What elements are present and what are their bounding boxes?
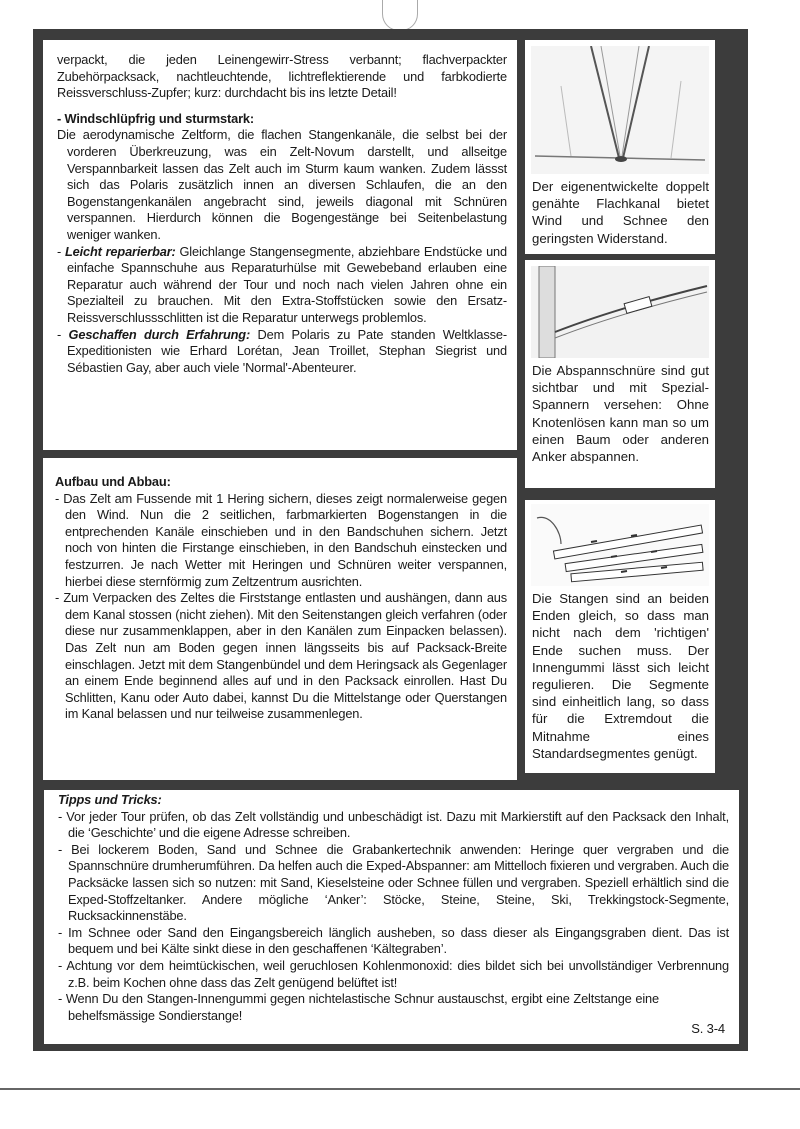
heading-windschluepfrig: - Windschlüpfrig und sturmstark: [57,110,254,126]
paragraph-windschluepfrig: Die aerodynamische Zeltform, die flachen Stangenkanäle, die selbst bei der vorderen Überkreuzung, was ein Zelt-Novum darstellt, und allseitge Verspannbarkeit lassen das Zelt auch im Sturm kaum wanken. Zudem lässst sich das Polaris zusätzlich innen an diversen Schlaufen, die an den Bogenstangenkanälen angebracht sind, jeweils diagonal mit Schnüren verspannen. Hierdurch können die Bogengestänge bei Seitenbelastung weniger wanken. [57,127,507,242]
list-item: - Im Schnee oder Sand den Eingangsbereich länglich ausheben, so dass dieser als Eingangsgraben dient. Das ist bequem und bei Kälte sinkt diese in den geschaffenen ‘Kältegraben’. [58,924,729,957]
text-reparierbar: Gleichlange Stangensegmente, abziehbare Endstücke und einfache Spannschuhe aus Reparaturhülse mit Gewebeband erlauben eine Reparatur auch während der Tour und noch nach vielen Jahren ohne ein Spezialteil zu brauchen. Mit den Extra-Stoffstücken sowie den Ersatz-Reissverschlussschlitten ist die Reparatur unterwegs problemlos. [67,243,507,325]
sidebar-figure-flachkanal [525,40,715,254]
list-item: - Vor jeder Tour prüfen, ob das Zelt vollständig und unbeschädigt ist. Dazu mit Markierstift auf den Packsack den Inhalt, die ‘Geschichte’ und die eigene Adresse schreiben. [58,808,729,841]
heading-tipps: Tipps und Tricks: [58,792,162,807]
page-edge-line [0,1088,800,1090]
intro-paragraph: verpackt, die jeden Leinengewirr-Stress verbannt; flachverpackter Zubehörpacksack, nachtleuchtende, lichtreflektierende und farbkodierte Reissverschluss-Zupfer; kurz: durchdacht bis ins letzte Detail! [57,52,507,101]
list-item: - Das Zelt am Fussende mit 1 Hering sichern, dieses zeigt normalerweise gegen den Wind. Nun die 2 seitlichen, farbmarkierten Bogenstangen in die entprechenden Kanäle einschieben und in den Bandschuhen sichern. Jetzt noch von hinten die Firstange einschieben, in den Bandschuh einstecken und festzurren. Je nach Wetter mit Heringen und Schnüren weiter verspannen, hierbei diese sternförmig zum Zeltzentrum ausrichten. [55,490,507,589]
list-item: - Bei lockerem Boden, Sand und Schnee die Grabankertechnik anwenden: Heringe quer vergraben und die Spannschnüre drumherumführen. Da helfen auch die Exped-Abspanner: am Mittelloch fixieren und vergraben. Auch die Packsäcke lassen sich so nutzen: mit Sand, Kieselsteine oder Schnee füllen und vergraben. Speziell erhältlich sind die Exped-Stoffzeltanker. Andere mögliche ‘Anker’: Stöcke, Steine, Steine, Ski, Trekkingstock-Segmente, Rucksackinnenstäbe. [58,841,729,924]
tent-poles-photo [531,504,709,586]
guy-line-photo [531,266,709,358]
setup-box [43,458,517,780]
paragraph-reparierbar: - Leicht reparierbar: Gleichlange Stangensegmente, abziehbare Endstücke und einfache Spannschuhe aus Reparaturhülse mit Gewebeband erlauben eine Reparatur auch während der Tour und noch nach vielen Jahren ohne ein Spezialteil zu brauchen. Mit den Extra-Stoffstücken sowie den Ersatz-Reissverschlussschlitten ist die Reparatur unterwegs problemlos. [57,243,507,325]
heading-erfahrung: Geschaffen durch Erfahrung: [68,326,251,342]
punch-hole [382,0,418,31]
paragraph-erfahrung: - Geschaffen durch Erfahrung: Dem Polaris zu Pate standen Weltklasse-Expeditionisten wie Erhard Lorétan, Jean Troillet, Stephan Siegrist und Sébastien Gay, aber auch viele 'Normal'-Abenteurer. [57,326,507,375]
features-box [43,40,517,450]
sidebar-figure-stangen [525,500,715,773]
text-erfahrung: Dem Polaris zu Pate standen Weltklasse-Expeditionisten wie Erhard Lorétan, Jean Troillet, Stephan Siegrist und Sébastien Gay, aber auch viele 'Normal'-Abenteurer. [67,326,507,375]
page-number: S. 3-4 [691,1021,725,1037]
tips-box [44,790,739,1044]
list-item: - Achtung vor dem heimtückischen, weil geruchlosen Kohlenmonoxid: dies bildet sich bei unvollständiger Verbrennung z.B. beim Kochen ohne dass das Zelt genügend belüftet ist! [58,957,729,990]
sidebar-figure-abspannschnuere [525,260,715,488]
list-item: - Wenn Du den Stangen-Innengummi gegen nichtelastische Schnur austauschst, ergibt eine Zeltstange eine behelfsmässige Sondierstange! [58,991,659,1023]
flat-channel-photo [531,46,709,174]
heading-reparierbar: Leicht reparierbar: [64,243,176,259]
caption-abspannschnuere: Die Abspannschnüre sind gut sichtbar und mit Spezial-Spannern versehen: Ohne Knotenlösen kann man so um einen Baum oder anderen Anker abspannen. [532,363,709,465]
list-item: - Zum Verpacken des Zeltes die Firststange entlasten und aushängen, dann aus dem Kanal stossen (nicht ziehen). Mit den Seitenstangen gleich verfahren (oder diese nur zusammenklappen, aber in den Kanälen zum Einpacken belassen). Das Zelt nun am Boden gegen innen längsseits bis auf Packsack-Breite einschlagen. Jetzt mit dem Stangenbündel und dem Heringsack als Gegenlager an einem Ende beginnend alles auf und in den Packsack einrollen. Hast Du Schlitten, Kanu oder Auto dabei, kannst Du die Mittelstange oder Querstangen im Kanal belassen und nur teilweise zusammenlegen. [55,590,507,722]
caption-stangen: Die Stangen sind an beiden Enden gleich, so dass man nicht nach dem 'richtigen' Ende suchen muss. Der Innengummi lässt sich leicht regulieren. Die Segmente sind einheitlich lang, so dass für die Extremdout die Mitnahme eines Standardsegmentes genügt. [532,591,709,761]
caption-flachkanal: Der eigenentwickelte doppelt genähte Flachkanal bietet Wind und Schnee den geringsten Widerstand. [532,179,709,246]
heading-aufbau: Aufbau und Abbau: [55,474,171,489]
